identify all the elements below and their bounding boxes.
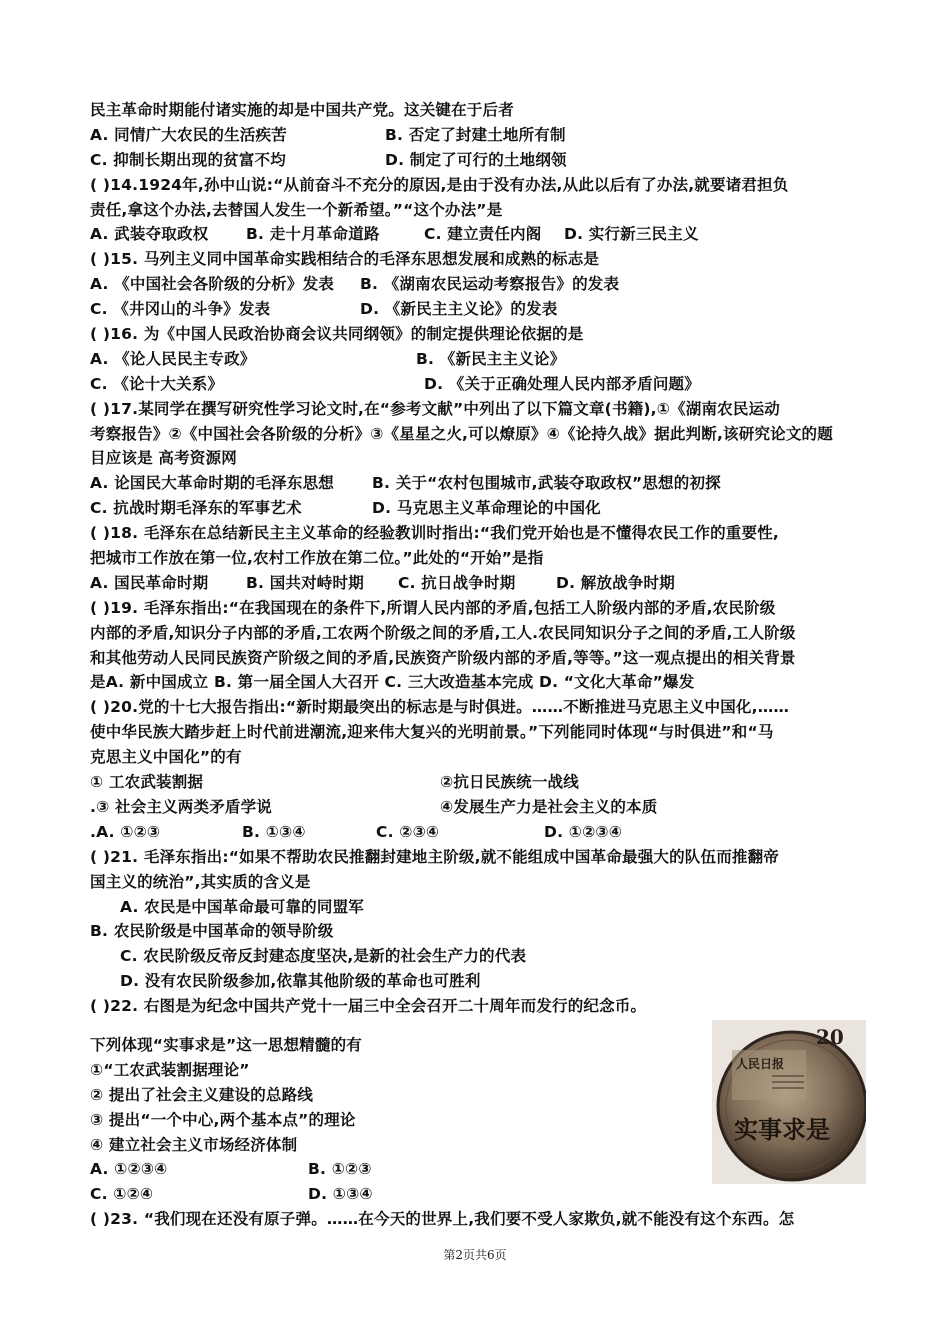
- option: B. ①③④: [242, 822, 306, 841]
- question-line: ( )17.某同学在撰写研究性学习论文时,在“参考文献”中列出了以下篇文章(书籍),①《湖南农民运动: [90, 399, 780, 418]
- coin-newspaper-title: 人民日报: [736, 1057, 785, 1071]
- option-row: [90, 820, 870, 845]
- option: C. 抗战时期毛泽东的军事艺术: [90, 499, 302, 518]
- option-row: [90, 222, 870, 247]
- coin-number: 20: [816, 1025, 844, 1049]
- option: D. 没有农民阶级参加,依靠其他阶级的革命也可胜利: [120, 972, 481, 991]
- option: D. 实行新三民主义: [564, 225, 699, 244]
- option-row: [90, 297, 870, 322]
- page-footer: 第2页共6页: [443, 1248, 507, 1262]
- question-line: ( )23. “我们现在还没有原子弹。……在今天的世界上,我们要不受人家欺负,就不能没有这个东西。怎: [90, 1210, 795, 1229]
- option: C. 《井冈山的斗争》发表: [90, 300, 271, 319]
- option: ④发展生产力是社会主义的本质: [440, 797, 658, 816]
- commemorative-coin-image: [712, 1020, 866, 1184]
- option-row: [90, 496, 870, 521]
- text-line: 克思主义中国化”的有: [90, 748, 242, 767]
- option: A. 国民革命时期: [90, 573, 209, 592]
- option: A. 《论人民民主专政》: [90, 349, 256, 368]
- list-item: ④ 建立社会主义市场经济体制: [90, 1135, 298, 1154]
- text-line: 下列体现“实事求是”这一思想精髓的有: [90, 1035, 362, 1054]
- option: D. 《关于正确处理人民内部矛盾问题》: [424, 374, 700, 393]
- option: ① 工农武装割据: [90, 773, 204, 792]
- option: A. 《中国社会各阶级的分析》发表: [90, 275, 334, 294]
- option: D. 解放战争时期: [556, 573, 675, 592]
- option: C. 抗日战争时期: [398, 573, 516, 592]
- list-item: ①“工农武装割据理论”: [90, 1060, 250, 1079]
- text-line: 责任,拿这个办法,去替国人发生一个新希望。”“这个办法”是: [90, 200, 503, 219]
- option-row: [90, 148, 870, 173]
- option: D. 马克思主义革命理论的中国化: [372, 499, 601, 518]
- option: B. 关于“农村包围城市,武装夺取政权”思想的初探: [372, 474, 721, 493]
- option-row: [90, 795, 870, 820]
- option: B. 《新民主主义论》: [416, 349, 566, 368]
- text-line: 把城市工作放在第一位,农村工作放在第二位。”此处的“开始”是指: [90, 549, 544, 568]
- coin-calligraphy: 实事求是: [734, 1115, 830, 1144]
- option-row: [90, 770, 870, 795]
- option-row: [90, 347, 870, 372]
- option: A. 同情广大农民的生活疾苦: [90, 125, 287, 144]
- option: C. ①②④: [90, 1185, 154, 1204]
- option: D. 制定了可行的土地纲领: [385, 150, 567, 169]
- option: B. ①②③: [308, 1160, 372, 1179]
- text-line: 国主义的统治”,其实质的含义是: [90, 872, 311, 891]
- option-row: [90, 571, 870, 596]
- question-line: ( )21. 毛泽东指出:“如果不帮助农民推翻封建地主阶级,就不能组成中国革命最强大的队伍而推翻帝: [90, 847, 779, 866]
- option-row: [90, 1182, 870, 1207]
- option: D. ①③④: [308, 1185, 373, 1204]
- option: B. 农民阶级是中国革命的领导阶级: [90, 922, 334, 941]
- option: .③ 社会主义两类矛盾学说: [90, 797, 273, 816]
- option: B. 国共对峙时期: [246, 573, 364, 592]
- option: D. ①②③④: [544, 822, 623, 841]
- option-row: [90, 471, 870, 496]
- option: D. 《新民主主义论》的发表: [360, 300, 558, 319]
- list-item: ③ 提出“一个中心,两个基本点”的理论: [90, 1110, 356, 1129]
- option: A. ①②③④: [90, 1160, 168, 1179]
- question-line: ( )22. 右图是为纪念中国共产党十一届三中全会召开二十周年而发行的纪念币。: [90, 997, 647, 1016]
- text-line: 和其他劳动人民同民族资产阶级之间的矛盾,民族资产阶级内部的矛盾,等等。”这一观点提出的相关背景: [90, 648, 796, 667]
- option: C. 农民阶级反帝反封建态度坚决,是新的社会生产力的代表: [120, 947, 527, 966]
- option: C. ②③④: [376, 822, 440, 841]
- option: C. 《论十大关系》: [90, 374, 224, 393]
- option: .A. ①②③: [90, 822, 161, 841]
- option: C. 建立责任内阁: [424, 225, 542, 244]
- list-item: ② 提出了社会主义建设的总路线: [90, 1085, 314, 1104]
- text-line: 考察报告》②《中国社会各阶级的分析》③《星星之火,可以燎原》④《论持久战》据此判断,该研究论文的题: [90, 424, 833, 443]
- question-line: ( )14.1924年,孙中山说:“从前奋斗不充分的原因,是由于没有办法,从此以后有了办法,就要诸君担负: [90, 175, 789, 194]
- option-row: [90, 272, 870, 297]
- question-line: ( )15. 马列主义同中国革命实践相结合的毛泽东思想发展和成熟的标志是: [90, 250, 600, 269]
- option-row: [90, 123, 870, 148]
- text-line: 内部的矛盾,知识分子内部的矛盾,工农两个阶级之间的矛盾,工人.农民同知识分子之间的矛盾,工人阶级: [90, 623, 796, 642]
- question-line: ( )18. 毛泽东在总结新民主主义革命的经验教训时指出:“我们党开始也是不懂得农民工作的重要性,: [90, 524, 779, 543]
- option-row: [90, 372, 870, 397]
- option: ②抗日民族统一战线: [440, 773, 579, 792]
- option: A. 论国民大革命时期的毛泽东思想: [90, 474, 334, 493]
- option: B. 《湖南农民运动考察报告》的发表: [360, 275, 620, 294]
- option: A. 武装夺取政权: [90, 225, 209, 244]
- question-line: ( )19. 毛泽东指出:“在我国现在的条件下,所谓人民内部的矛盾,包括工人阶级内部的矛盾,农民阶级: [90, 598, 776, 617]
- text-line: 民主革命时期能付诸实施的却是中国共产党。这关键在于后者: [90, 101, 514, 119]
- question-line: ( )20.党的十七大报告指出:“新时期最突出的标志是与时俱进。……不断推进马克思主义中国化,……: [90, 698, 790, 717]
- text-line: 是A. 新中国成立 B. 第一届全国人大召开 C. 三大改造基本完成 D. “文化大革命”爆发: [90, 673, 695, 692]
- option: B. 否定了封建土地所有制: [385, 125, 566, 144]
- text-line: 目应该是 高考资源网: [90, 449, 237, 468]
- option: C. 抑制长期出现的贫富不均: [90, 150, 286, 169]
- question-line: ( )16. 为《中国人民政治协商会议共同纲领》的制定提供理论依据的是: [90, 325, 584, 344]
- option: B. 走十月革命道路: [246, 225, 380, 244]
- text-line: 使中华民族大踏步赶上时代前进潮流,迎来伟大复兴的光明前景。”下列能同时体现“与时俱进”和“马: [90, 723, 774, 742]
- option: A. 农民是中国革命最可靠的同盟军: [120, 897, 364, 916]
